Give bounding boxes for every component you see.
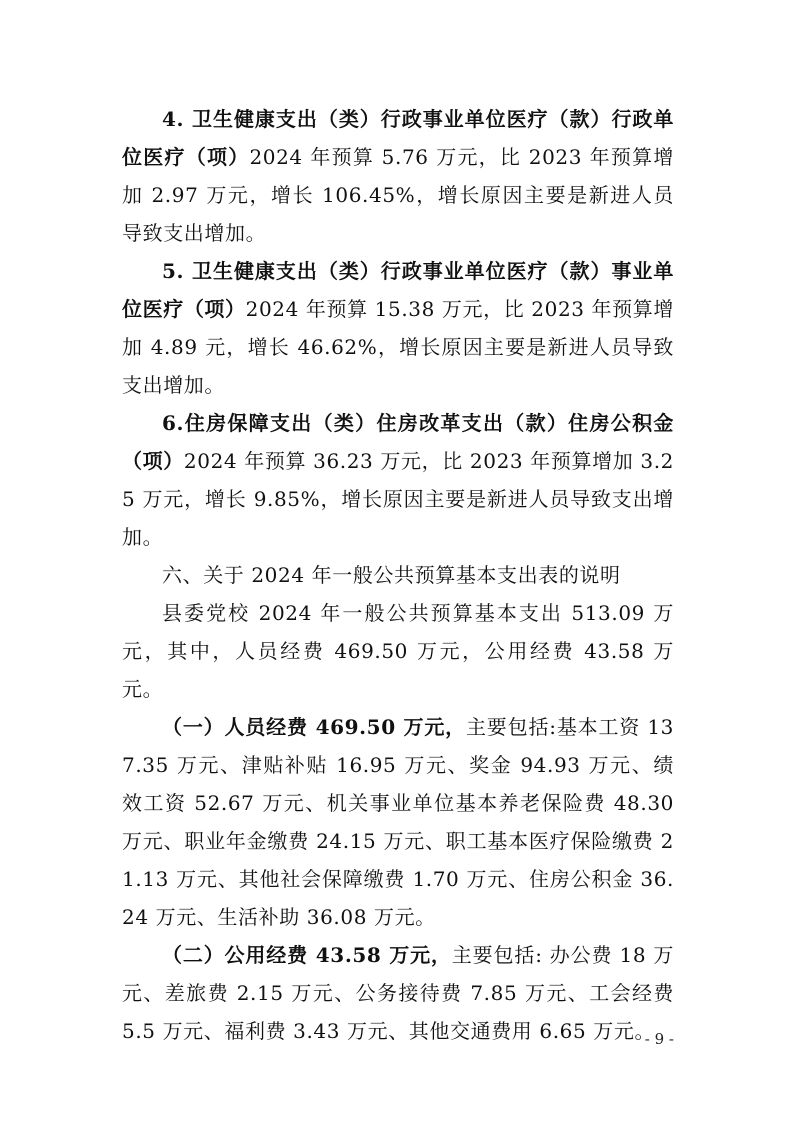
paragraph-health-admin-title: 4. 卫生健康支出（类）行政事业单位医疗（款）行政单位医疗（项） [122,107,674,169]
paragraph-health-admin-body: 2024 年预算 5.76 万元，比 2023 年预算增加 2.97 万元，增长 106.45%，增长原因主要是新进人员导致支出增加。 [122,145,674,245]
paragraph-housing-fund-title: 6.住房保障支出（类）住房改革支出（款）住房公积金（项） [122,411,674,473]
personnel-expenses-body: 主要包括:基本工资 137.35 万元、津贴补贴 16.95 万元、奖金 94.93 万元、绩效工资 52.67 万元、机关事业单位基本养老保险费 48.30 万元、职业年金缴费 24.15 万元、职工基本医疗保险缴费 21.13 万元、其他社会保障缴费 1.70 万元、住房公积金 36.24 万元、生活补助 36.08 万元。 [122,715,674,929]
public-expenses-body: 主要包括: 办公费 18 万元、差旅费 2.15 万元、公务接待费 7.85 万元、工会经费 5.5 万元、福利费 3.43 万元、其他交通费用 6.65 万元。 [122,943,674,1043]
section-six-summary: 县委党校 2024 年一般公共预算基本支出 513.09 万元，其中，人员经费 469.50 万元，公用经费 43.58 万元。 [122,601,674,701]
paragraph-health-public [122,252,674,404]
paragraph-housing-fund-body: 2024 年预算 36.23 万元，比 2023 年预算增加 3.25 万元，增长 9.85%，增长原因主要是新进人员导致支出增加。 [122,449,674,549]
public-expenses-title: （二）公用经费 43.58 万元， [162,943,452,967]
personnel-expenses-title: （一）人员经费 469.50 万元， [162,715,466,739]
document-page [122,100,674,1050]
paragraph-personnel-expenses [122,708,674,936]
paragraph-housing-fund [122,404,674,556]
paragraph-public-expenses [122,936,674,1050]
section-six-heading: 六、关于 2024 年一般公共预算基本支出表的说明 [162,563,621,587]
paragraph-health-public-title: 5. 卫生健康支出（类）行政事业单位医疗（款）事业单位医疗（项） [122,259,674,321]
page-number: - 9 - [644,1030,674,1048]
paragraph-health-public-body: 2024 年预算 15.38 万元，比 2023 年预算增加 4.89 元，增长 46.62%，增长原因主要是新进人员导致支出增加。 [122,297,674,397]
paragraph-health-admin [122,100,674,252]
